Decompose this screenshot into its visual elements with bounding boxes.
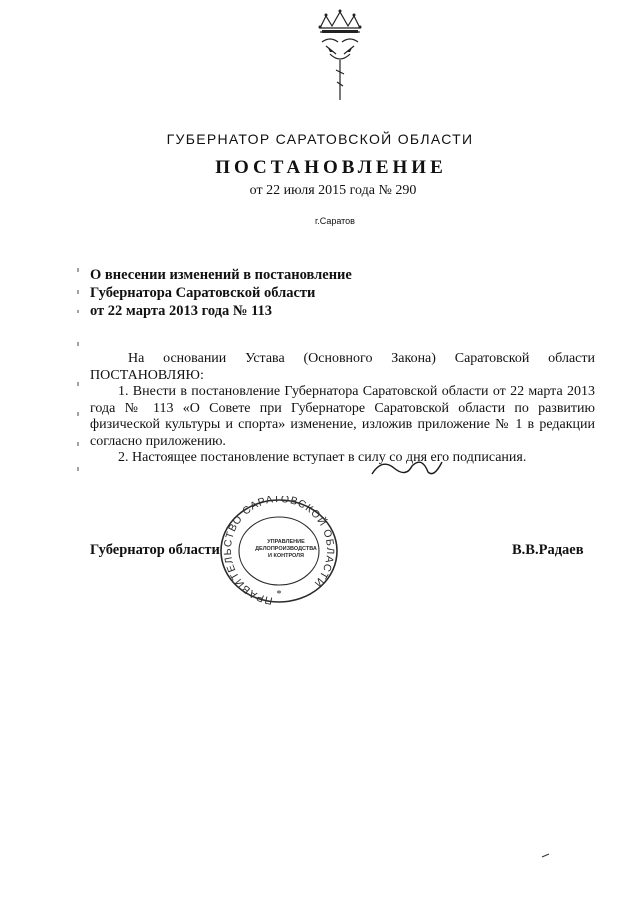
crown-eagle-emblem-icon bbox=[300, 8, 380, 108]
clause-1: 1. Внести в постановление Губернатора Саратовской области от 22 марта 2013 года № 113 «О Совете при Губернаторе Саратовской области по развитию физической культуры и спорта» изменение, изложив приложение № 1 в редакции согласно приложению. bbox=[90, 384, 595, 449]
preamble-paragraph: На основании Устава (Основного Закона) Саратовской области ПОСТАНОВЛЯЮ: bbox=[90, 351, 595, 383]
subject-line: от 22 марта 2013 года № 113 bbox=[90, 303, 273, 319]
issuing-authority: ГУБЕРНАТОР САРАТОВСКОЙ ОБЛАСТИ bbox=[166, 131, 474, 147]
document-type-title: ПОСТАНОВЛЕНИЕ bbox=[215, 157, 447, 178]
signatory-title: Губернатор области bbox=[90, 542, 220, 558]
stamp-outer-text: ПРАВИТЕЛЬСТВО САРАТОВСКОЙ ОБЛАСТИ bbox=[221, 496, 337, 606]
signatory-name: В.В.Радаев bbox=[512, 542, 584, 558]
document-subject bbox=[90, 266, 510, 320]
subject-line: О внесении изменений в постановление bbox=[90, 267, 352, 283]
handwritten-signature bbox=[368, 452, 448, 482]
stamp-inner-line: ДЕЛОПРОИЗВОДСТВА bbox=[255, 546, 317, 552]
stamp-inner-line: УПРАВЛЕНИЕ bbox=[267, 539, 305, 545]
official-stamp bbox=[214, 496, 344, 606]
document-date-number: от 22 июля 2015 года № 290 bbox=[249, 183, 417, 198]
clause-2: 2. Настоящее постановление вступает в силу со дня его подписания. bbox=[118, 450, 527, 465]
subject-line: Губернатора Саратовской области bbox=[90, 285, 316, 301]
stamp-star: * bbox=[276, 589, 282, 600]
document-city: г.Саратов bbox=[315, 216, 355, 226]
stamp-inner-line: И КОНТРОЛЯ bbox=[268, 553, 304, 559]
document-body bbox=[90, 351, 595, 467]
scan-artifact bbox=[540, 848, 552, 858]
margin-scan-marks bbox=[74, 262, 82, 482]
